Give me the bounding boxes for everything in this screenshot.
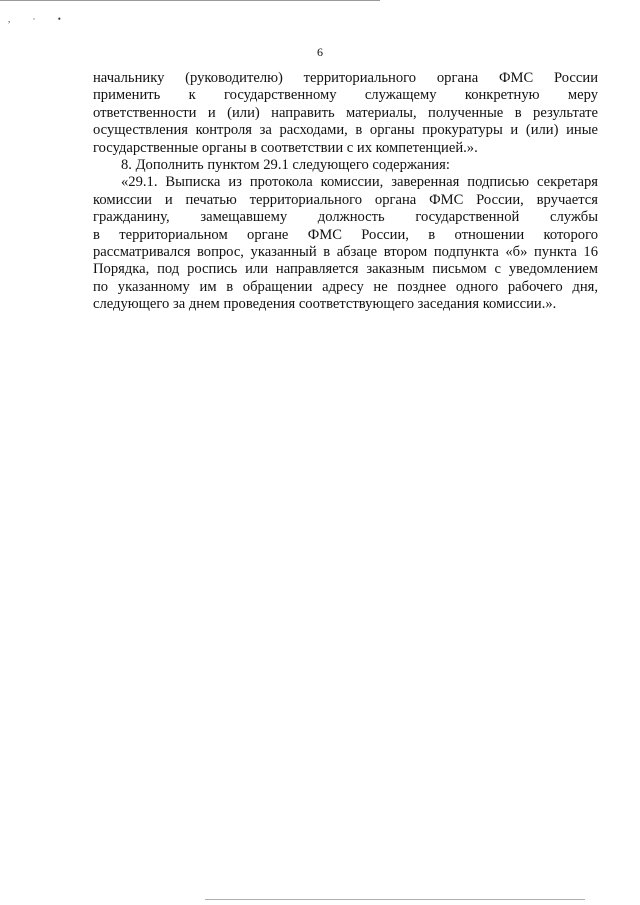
page-number: 6 [317,45,323,59]
text-line: 8. Дополнить пунктом 29.1 следующего содержания: [121,157,450,174]
text-line: Порядка, под роспись или направляется заказным письмом с уведомлением [93,261,598,278]
text-line: ответственности и (или) направить материалы, полученные в результате [93,104,598,121]
paragraph-item-8 [93,157,598,174]
text-line: осуществления контроля за расходами, в органы прокуратуры и (или) иные [93,122,598,139]
text-line: комиссии и печатью территориального органа ФМС России, вручается [93,191,598,208]
text-line: «29.1. Выписка из протокола комиссии, заверенная подписью секретаря [121,174,598,191]
text-line: начальнику (руководителю) территориального органа ФМС России [93,70,598,86]
scan-edge-line-bottom [205,899,585,900]
text-line: рассматривался вопрос, указанный в абзаце втором подпункта «б» пункта 16 [93,244,598,261]
text-line: в территориальном органе ФМС России, в отношении которого [93,226,598,243]
text-line: гражданину, замещавшему должность государственной службы [93,209,598,226]
paragraph-continuation [93,70,598,157]
paragraph-clause-29-1 [93,174,598,313]
text-line: применить к государственному служащему конкретную меру [93,87,598,104]
scan-edge-line-top [0,0,380,1]
text-line: по указанному им в обращении адресу не позднее одного рабочего дня, [93,278,598,295]
scan-corner-marks: , · • [8,14,71,24]
text-line: государственные органы в соответствии с их компетенцией.». [93,139,478,156]
text-line: следующего за днем проведения соответствующего заседания комиссии.». [93,296,557,313]
document-body [93,70,598,314]
